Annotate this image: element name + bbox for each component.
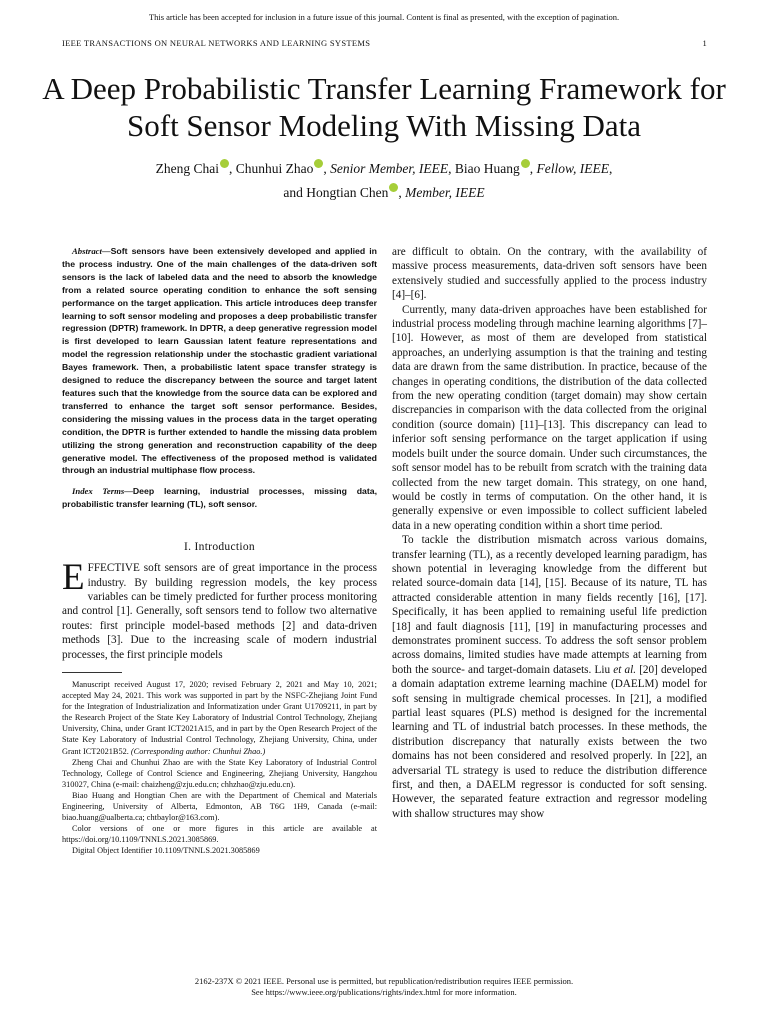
- index-terms-label: Index Terms—: [72, 486, 133, 497]
- paper-title: A Deep Probabilistic Transfer Learning Framework for Soft Sensor Modeling With Missing Data: [42, 71, 726, 143]
- author-name: and Hongtian Chen: [283, 185, 389, 200]
- et-al: et al.: [613, 663, 636, 676]
- acceptance-notice: This article has been accepted for inclusion in a future issue of this journal. Content is final as presented, with the exception of pagination.: [148, 12, 620, 22]
- orcid-icon[interactable]: [389, 183, 398, 192]
- section-heading: I. Introduction: [184, 541, 255, 554]
- corresponding-author: (Corresponding author: Chunhui Zhao.): [130, 746, 266, 756]
- author-name: Zheng Chai: [155, 161, 219, 176]
- drop-cap: E: [62, 557, 85, 599]
- index-terms: [62, 485, 377, 511]
- author-name: Biao Huang: [454, 161, 520, 176]
- right-column: [392, 245, 707, 821]
- left-column: [62, 245, 377, 856]
- orcid-icon[interactable]: [220, 159, 229, 168]
- copyright-line: 2162-237X © 2021 IEEE. Personal use is permitted, but republication/redistribution requires IEEE permission.: [194, 976, 574, 986]
- body-text: To tackle the distribution mismatch across various domains, transfer learning (TL), as a recently developed learning paradigm, has shown potential in leveraging knowledge from the different but related source-domain data [14], [15]. Because of its nature, TL has attracted considerable attention in many fields recently [16], [17]. Specifically, it has been applied to remaining useful life prediction [18] and fault diagnosis [11], [19] in manufacturing processes and demonstrates prominent success. To address the soft sensor problem across domains, limited studies have made attempts at learning from both the source- and target-domain datasets. Liu: [392, 534, 707, 676]
- footnote-affiliation-1: Zheng Chai and Chunhui Zhao are with the State Key Laboratory of Industrial Control Technology, College of Control Science and Engineering, Zhejiang University, Hangzhou 310027, China (e-mail: chaizheng@zju.edu.cn; chhzhao@zju.edu.cn).: [62, 757, 377, 789]
- rights-link-line: See https://www.ieee.org/publications/rights/index.html for more information.: [251, 987, 517, 997]
- abstract-label: Abstract—: [72, 246, 111, 256]
- body-paragraph: Currently, many data-driven approaches have been established for industrial process modeling through machine learning algorithms [7]–[10]. However, as most of them are developed from statistical approaches, an underlying assumption is that the training and testing data are drawn from the same distribution. In practice, because of the changes in operating conditions, the distribution of the data collected from the new operating condition (target domain) may show certain discrepancies in comparison with the data collected from the original condition (source domain) [11]–[13]. This discrepancy can lead to inferior soft sensing performance on the target application if using models built under the source domain. Under such circumstances, the soft sensor model has to be rebuilt from scratch with the training data collected from the new target domain. This strategy, on one hand, would be costly in terms of computation. On the other hand, it is generally expensive or even impossible to collect sufficient labeled data in a new operating condition within a short time period.: [392, 303, 707, 532]
- abstract-text: Soft sensors have been extensively developed and applied in the process industry. One of the main challenges of the data-driven soft sensors is the lack of labeled data and the need to absorb the knowledge from a related source operating condition to enhance the soft sensing performance on the target application. This article introduces deep transfer learning to soft sensor modeling and proposes a deep probabilistic transfer regression (DPTR) framework. In DPTR, a deep generative regression model is first developed to learn Gaussian latent feature representations and model the regression relationship under the stochastic gradient variational Bayes framework. Then, a probabilistic latent space transfer strategy is designed to reduce the discrepancy between the source and target latent features such that the knowledge from the source data can be explored and transferred to enhance the target soft sensor performance. Besides, considering the missing values in the process data in the target operating condition, the DPTR is further extended to handle the missing data problem utilizing the strong generation and reconstruction capability of the deep generative model. The effectiveness of the proposed method is validated through an industrial multiphase flow process.: [62, 246, 377, 476]
- author-role: Member, IEEE: [405, 185, 485, 200]
- body-paragraph: [392, 533, 707, 821]
- footnote-text: Manuscript received August 17, 2020; revised February 2, 2021 and May 10, 2021; accepted May 24, 2021. This work was supported in part by the NSFC-Zhejiang Joint Fund for the Integration of Industrialization and Informatization under Grant U1709211, in part by the Research Project of the State Key Laboratory of Industrial Control Technology, Zhejiang University, China, under Grant ICT2021A15, and in part by the Open Research Project of the State Key Laboratory of Industrial Control Technology, Zhejiang University, China, under Grant ICT2021B52.: [62, 679, 377, 756]
- running-head: [62, 38, 707, 48]
- page-number: 1: [702, 38, 707, 48]
- footnote-doi: Digital Object Identifier 10.1109/TNNLS.2021.3085869: [72, 846, 260, 856]
- footnote-rule: [62, 672, 122, 673]
- journal-name: IEEE TRANSACTIONS ON NEURAL NETWORKS AND LEARNING SYSTEMS: [62, 38, 371, 48]
- orcid-icon[interactable]: [314, 159, 323, 168]
- orcid-icon[interactable]: [521, 159, 530, 168]
- footnote-manuscript: [62, 679, 377, 757]
- abstract: [62, 245, 377, 477]
- author-role: Fellow, IEEE: [536, 161, 610, 176]
- author-role: Senior Member, IEEE: [330, 161, 449, 176]
- intro-paragraph: [62, 557, 377, 662]
- copyright-footer: [0, 976, 768, 998]
- index-terms-text: Deep learning, industrial processes, missing data, probabilistic transfer learning (TL), soft sensor.: [62, 486, 378, 510]
- author-name: Chunhui Zhao: [235, 161, 314, 176]
- intro-text: FFECTIVE soft sensors are of great importance in the process industry. By building regression models, the key process variables can be timely predicted for further process monitoring and control [1]. Generally, soft sensors tend to follow two alternative routes: first principle model-based methods [2] and data-driven methods [3]. Due to the increasing scale of modern industrial processes, the first principle models: [62, 562, 377, 661]
- body-text: [20] developed a domain adaptation extreme learning machine (DAELM) model for soft sensing in multigrade chemical processes. In [21], a modified partial least squares (PLS) method is designed for the incremental learning and TL of industrial batch processes. In these methods, the distribution discrepancy that naturally exists between the two domains has not been considered and resolved properly. In [22], an adversarial TL strategy is used to reduce the distribution difference first, and then, a DAELM regressor is conducted for soft sensing. However, the separated feature extraction and regressor modeling with shallow structures may show: [392, 663, 707, 820]
- body-paragraph: are difficult to obtain. On the contrary, with the availability of massive process measurements, data-driven soft sensors have been extensively studied and successfully applied to the process industry [4]–[6].: [392, 246, 707, 302]
- author-list: Zheng Chai , Chunhui Zhao , Senior Member, IEEE, Biao Huang , Fellow, IEEE, and Hongtian Chen , Member, IEEE: [155, 161, 613, 200]
- footnote-affiliation-2: Biao Huang and Hongtian Chen are with the Department of Chemical and Materials Engineering, University of Alberta, Edmonton, AB T6G 1H9, Canada (e-mail: biao.huang@ualberta.ca; chtbaylor@163.com).: [62, 790, 377, 823]
- footnote-color: Color versions of one or more figures in this article are available at https://doi.org/10.1109/TNNLS.2021.3085869.: [62, 824, 377, 845]
